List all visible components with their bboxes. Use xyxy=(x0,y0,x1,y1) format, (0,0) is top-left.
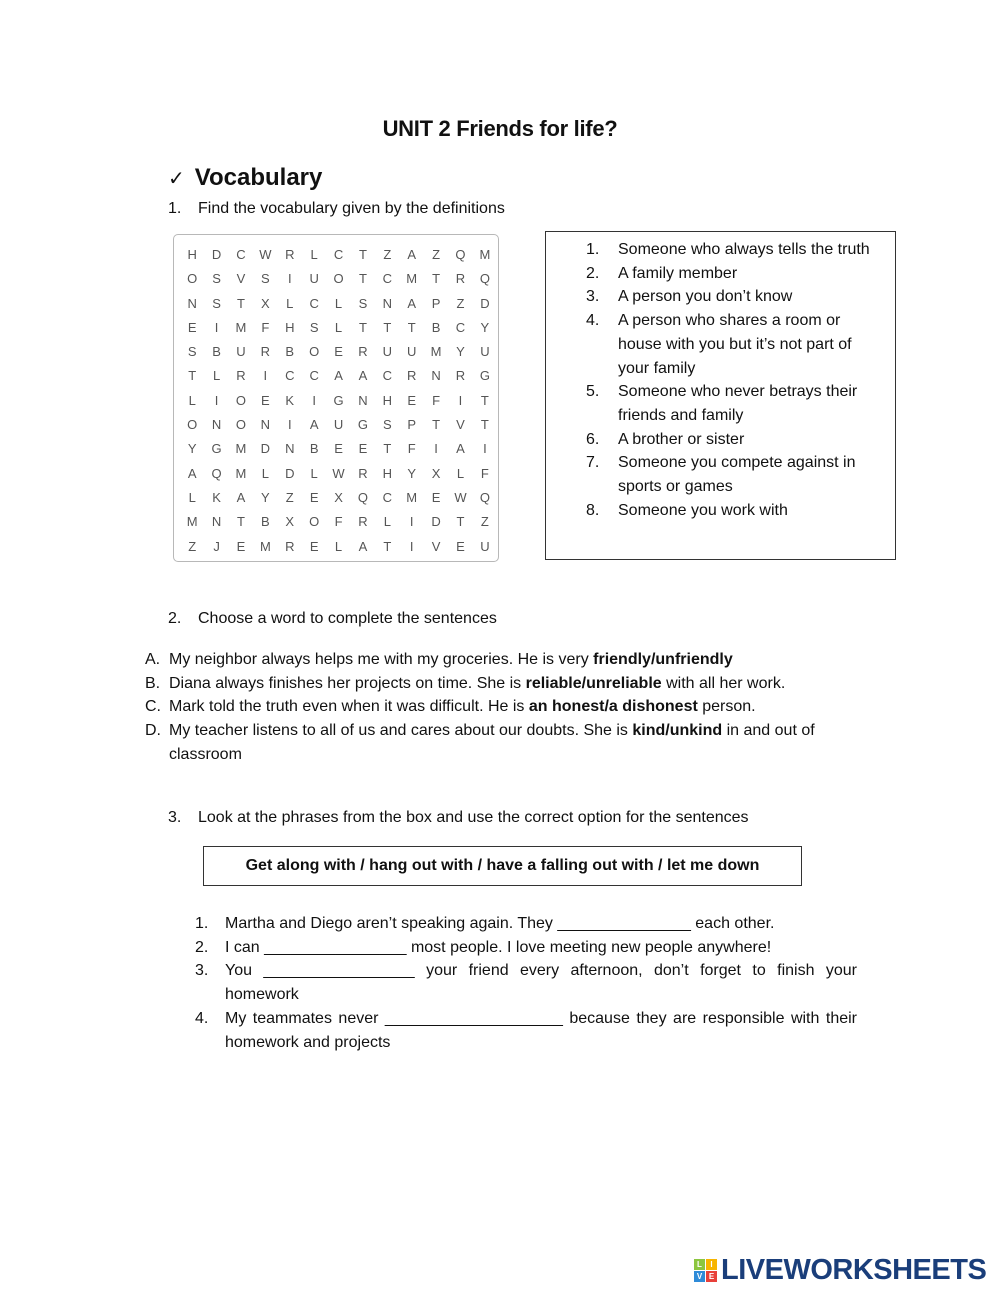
word-search-letter[interactable]: Q xyxy=(479,271,490,287)
word-search-letter[interactable]: O xyxy=(235,417,247,433)
word-search-letter[interactable]: N xyxy=(358,392,368,408)
word-search-letter[interactable]: L xyxy=(188,392,196,408)
sentence-item: D. My teacher listens to all of us and cares about our doubts. She is kind/unkind in and out of classroom xyxy=(145,722,815,763)
word-search-letter[interactable]: V xyxy=(456,417,465,433)
word-search-letter[interactable]: V xyxy=(431,538,441,554)
word-search-letter[interactable]: M xyxy=(406,489,418,505)
word-search-letter[interactable]: Q xyxy=(479,489,490,505)
word-search-letter[interactable]: T xyxy=(383,319,392,335)
word-search-letter[interactable]: F xyxy=(334,514,343,530)
word-search-letter[interactable]: U xyxy=(309,271,319,287)
definition-item: 2. A family member xyxy=(586,264,738,282)
definitions-list xyxy=(586,238,885,522)
word-search-letter[interactable]: L xyxy=(383,514,391,530)
word-search-letter[interactable]: A xyxy=(334,368,343,384)
word-search-letter[interactable]: N xyxy=(260,417,271,433)
word-search-letter[interactable]: G xyxy=(333,392,344,408)
word-search-letter[interactable]: U xyxy=(480,538,490,554)
word-search-letter[interactable]: C xyxy=(455,319,466,335)
word-search-letter[interactable]: C xyxy=(236,247,246,262)
word-search-letter[interactable]: A xyxy=(358,368,368,384)
definition-item: 4. A person who shares a room or house with you but it’s not part of your family xyxy=(586,312,852,377)
word-search-letter[interactable]: L xyxy=(261,465,269,481)
word-search-letter[interactable]: S xyxy=(382,417,392,433)
word-search-letter[interactable]: E xyxy=(261,392,270,408)
word-search-letter[interactable]: M xyxy=(235,319,247,335)
word-search-letter[interactable]: R xyxy=(285,247,295,262)
word-search-letter[interactable]: P xyxy=(431,295,441,311)
live-blocks-icon: L I V E xyxy=(694,1259,717,1282)
word-search-letter[interactable]: R xyxy=(455,368,466,384)
word-search-letter[interactable]: E xyxy=(309,538,319,554)
word-choice[interactable]: an honest/a dishonest xyxy=(528,698,698,716)
word-search-puzzle[interactable] xyxy=(173,234,499,562)
word-search-letter[interactable]: L xyxy=(334,319,343,335)
word-search-letter[interactable]: C xyxy=(333,247,344,262)
word-search-letter[interactable]: Y xyxy=(261,489,270,505)
fill-blank-item[interactable]: 3. You _________________ your friend every afternoon, don’t forget to finish your homework xyxy=(195,962,857,1004)
word-search-letter[interactable]: E xyxy=(407,392,417,408)
word-search-letter[interactable]: T xyxy=(480,417,489,433)
definition-item: 6. A brother or sister xyxy=(586,430,745,448)
word-search-letter[interactable]: H xyxy=(285,319,295,335)
word-search-letter[interactable]: S xyxy=(261,271,270,287)
word-search-letter[interactable]: F xyxy=(480,465,489,481)
word-choice[interactable]: friendly/unfriendly xyxy=(593,651,733,668)
exercise2-instruction xyxy=(168,607,497,631)
word-search-letter[interactable]: D xyxy=(285,465,295,481)
word-search-letter[interactable]: S xyxy=(309,319,319,335)
word-search-letter[interactable]: A xyxy=(456,441,465,457)
word-search-letter[interactable]: D xyxy=(260,441,271,457)
word-search-letter[interactable]: D xyxy=(431,514,441,530)
word-search-letter[interactable]: U xyxy=(236,344,246,360)
word-search-letter[interactable]: Y xyxy=(407,465,417,481)
word-search-letter[interactable]: B xyxy=(309,441,319,457)
word-search-letter[interactable]: R xyxy=(455,271,466,287)
definition-item: 3. A person you don’t know xyxy=(586,288,793,306)
exercise3-instruction xyxy=(168,806,749,830)
sentence-item: A. My neighbor always helps me with my groceries. He is very friendly/unfriendly xyxy=(145,651,733,668)
word-search-letter[interactable]: Y xyxy=(456,344,465,360)
definition-item: 5. Someone who never betrays their friends and family xyxy=(586,383,858,424)
word-search-letter[interactable]: M xyxy=(235,441,247,457)
definitions-box xyxy=(545,231,896,560)
word-search-letter[interactable]: D xyxy=(480,295,490,311)
exercise1-instruction xyxy=(168,197,505,221)
word-search-letter[interactable]: R xyxy=(407,368,417,384)
word-search-letter[interactable]: Y xyxy=(480,319,490,335)
word-search-letter[interactable]: O xyxy=(333,271,344,287)
word-search-letter[interactable]: I xyxy=(458,392,463,408)
word-search-letter[interactable]: I xyxy=(263,368,268,384)
word-search-letter[interactable]: T xyxy=(358,319,367,335)
exercise3-instruction-text: Look at the phrases from the box and use the correct option for the sentences xyxy=(198,809,749,826)
word-search-letter[interactable]: R xyxy=(358,465,368,481)
word-search-letter[interactable]: E xyxy=(309,489,319,505)
word-search-letter[interactable]: X xyxy=(431,465,441,481)
word-search-letter[interactable]: T xyxy=(432,417,441,433)
word-search-letter[interactable]: T xyxy=(237,514,245,530)
definition-item: 1. Someone who always tells the truth xyxy=(586,241,870,258)
definition-item: 8. Someone you work with xyxy=(586,501,788,519)
word-search-letter[interactable]: E xyxy=(456,538,465,554)
word-search-letter[interactable]: Z xyxy=(188,538,197,554)
word-search-letter[interactable]: L xyxy=(286,295,294,311)
word-search-letter[interactable]: E xyxy=(187,319,197,335)
fill-blank-item[interactable]: 2. I can ________________ most people. I love meeting new people anywhere! xyxy=(195,938,772,956)
word-search-letter[interactable]: R xyxy=(260,344,271,360)
word-search-letter[interactable]: A xyxy=(407,247,417,262)
word-search-letter[interactable]: F xyxy=(261,319,270,335)
word-search-letter[interactable]: Z xyxy=(480,514,489,530)
word-search-letter[interactable]: Z xyxy=(456,295,465,311)
word-search-letter[interactable]: R xyxy=(236,368,246,384)
sentence-item: B. Diana always finishes her projects on time. She is reliable/unreliable with all her work. xyxy=(145,674,786,692)
word-search-letter[interactable]: I xyxy=(214,319,219,335)
fill-blank-item[interactable]: 1. Martha and Diego aren’t speaking again. They _______________ each other. xyxy=(195,915,775,932)
word-search-letter[interactable]: T xyxy=(383,441,392,457)
word-search-letter[interactable]: W xyxy=(454,489,467,505)
fill-blank-item[interactable]: 4. My teammates never ____________________ because they are responsible with their homework and projects xyxy=(195,1009,857,1051)
word-search-letter[interactable]: N xyxy=(285,441,295,457)
word-choice[interactable]: kind/unkind xyxy=(632,722,723,740)
word-search-letter[interactable]: S xyxy=(187,344,197,360)
word-search-letter[interactable]: M xyxy=(235,465,247,481)
word-search-letter[interactable]: S xyxy=(212,271,221,287)
word-search-letter[interactable]: C xyxy=(309,368,319,384)
word-search-letter[interactable]: Z xyxy=(432,247,441,262)
exercise2-number: 2. xyxy=(168,610,182,627)
word-search-letter[interactable]: L xyxy=(212,368,221,384)
word-search-letter[interactable]: E xyxy=(431,489,441,505)
liveworksheets-logo[interactable] xyxy=(694,1254,986,1287)
word-search-letter[interactable]: M xyxy=(406,271,418,287)
word-search-letter[interactable]: T xyxy=(188,368,197,384)
word-search-letter[interactable]: R xyxy=(358,344,368,360)
word-search-letter[interactable]: L xyxy=(188,489,196,505)
word-search-letter[interactable]: Z xyxy=(383,247,392,262)
exercise3-number: 3. xyxy=(168,809,182,826)
word-search-letter[interactable]: I xyxy=(483,441,487,457)
word-search-letter[interactable]: O xyxy=(187,417,198,433)
word-search-letter[interactable]: H xyxy=(382,465,393,481)
word-search-letter[interactable]: L xyxy=(334,538,343,554)
word-search-letter[interactable]: I xyxy=(312,392,316,408)
word-search-letter[interactable]: N xyxy=(431,368,441,384)
word-search-letter[interactable]: T xyxy=(383,538,392,554)
word-search-letter[interactable]: Y xyxy=(187,441,197,457)
word-search-letter[interactable]: T xyxy=(480,392,489,408)
word-search-letter[interactable]: W xyxy=(259,247,272,262)
word-search-letter[interactable]: A xyxy=(407,295,417,311)
word-search-letter[interactable]: C xyxy=(382,489,393,505)
word-search-letter[interactable]: A xyxy=(358,538,368,554)
check-mark-icon: ✓ xyxy=(168,167,185,190)
word-search-letter[interactable]: N xyxy=(211,417,222,433)
word-search-letter[interactable]: C xyxy=(382,368,393,384)
word-search-letter[interactable]: I xyxy=(434,441,438,457)
word-search-letter[interactable]: K xyxy=(285,392,295,408)
word-search-letter[interactable]: C xyxy=(382,271,393,287)
word-search-letter[interactable]: D xyxy=(211,247,222,262)
word-search-letter[interactable]: E xyxy=(334,441,343,457)
word-search-letter[interactable]: N xyxy=(187,295,197,311)
phrase-box: Get along with / hang out with / have a falling out with / let me down xyxy=(203,846,802,886)
word-search-letter[interactable]: I xyxy=(287,271,292,287)
word-search-letter[interactable]: G xyxy=(479,368,490,384)
word-search-letter[interactable]: H xyxy=(382,392,393,408)
word-search-letter[interactable]: G xyxy=(357,417,368,433)
word-search-letter[interactable]: C xyxy=(309,295,319,311)
word-search-letter[interactable]: W xyxy=(332,465,345,481)
word-search-letter[interactable]: R xyxy=(285,538,295,554)
word-search-letter[interactable]: I xyxy=(287,417,292,433)
word-search-letter[interactable]: R xyxy=(358,514,368,530)
word-search-letter[interactable]: O xyxy=(309,344,320,360)
word-search-letter[interactable]: P xyxy=(407,417,417,433)
word-search-letter[interactable]: Q xyxy=(211,465,222,481)
word-search-letter[interactable]: C xyxy=(285,368,295,384)
word-search-letter[interactable]: X xyxy=(334,489,343,505)
word-search-letter[interactable]: T xyxy=(456,514,465,530)
word-search-letter[interactable]: O xyxy=(235,392,247,408)
word-search-letter[interactable]: M xyxy=(259,538,271,554)
word-search-letter[interactable]: X xyxy=(285,514,295,530)
word-search-letter[interactable]: I xyxy=(214,392,219,408)
word-search-letter[interactable]: S xyxy=(358,295,368,311)
word-search-letter[interactable]: O xyxy=(187,271,198,287)
word-search-letter[interactable]: B xyxy=(261,514,270,530)
word-search-letter[interactable]: T xyxy=(237,295,245,311)
word-search-letter[interactable]: N xyxy=(382,295,393,311)
definition-item: 7. Someone you compete against in sports or games xyxy=(586,454,856,496)
word-search-letter[interactable]: J xyxy=(213,538,220,554)
section-heading-label: Vocabulary xyxy=(194,164,323,191)
word-search-letter[interactable]: E xyxy=(358,441,368,457)
word-search-grid[interactable] xyxy=(180,243,497,559)
word-search-letter[interactable]: M xyxy=(479,247,491,262)
word-search-letter[interactable]: H xyxy=(187,247,197,262)
word-search-letter[interactable]: T xyxy=(432,271,441,287)
word-search-letter[interactable]: T xyxy=(358,271,367,287)
word-search-letter[interactable]: A xyxy=(309,417,319,433)
word-search-letter[interactable]: B xyxy=(285,344,295,360)
word-search-letter[interactable]: L xyxy=(456,465,465,481)
word-search-letter[interactable]: E xyxy=(236,538,246,554)
word-search-letter[interactable]: Z xyxy=(285,489,294,505)
word-search-letter[interactable]: L xyxy=(334,295,343,311)
exercise2-sentences xyxy=(145,648,845,767)
word-search-letter[interactable]: Q xyxy=(357,489,368,505)
word-search-letter[interactable]: F xyxy=(432,392,441,408)
word-search-letter[interactable]: V xyxy=(236,271,246,287)
word-search-letter[interactable]: L xyxy=(310,247,318,262)
word-search-letter[interactable]: E xyxy=(334,344,343,360)
word-search-letter[interactable]: A xyxy=(236,489,246,505)
section-heading-vocabulary xyxy=(168,164,322,192)
word-search-letter[interactable]: K xyxy=(212,489,221,505)
word-search-letter[interactable]: B xyxy=(431,319,441,335)
word-choice[interactable]: reliable/unreliable xyxy=(525,674,662,692)
exercise2-instruction-text: Choose a word to complete the sentences xyxy=(198,610,497,627)
word-search-letter[interactable]: Q xyxy=(455,247,466,262)
word-search-letter[interactable]: X xyxy=(261,295,270,311)
word-search-letter[interactable]: F xyxy=(407,441,416,457)
word-search-letter[interactable]: I xyxy=(409,514,414,530)
word-search-letter[interactable]: U xyxy=(407,344,417,360)
word-search-letter[interactable]: T xyxy=(358,247,367,262)
word-search-letter[interactable]: O xyxy=(309,514,320,530)
page-title: UNIT 2 Friends for life? xyxy=(382,116,618,141)
word-search-letter[interactable]: N xyxy=(211,514,222,530)
word-search-letter[interactable]: B xyxy=(212,344,221,360)
word-search-letter[interactable]: U xyxy=(382,344,393,360)
word-search-letter[interactable]: G xyxy=(211,441,222,457)
word-search-letter[interactable]: M xyxy=(430,344,442,360)
word-search-letter[interactable]: T xyxy=(407,319,416,335)
word-search-letter[interactable]: M xyxy=(186,514,198,530)
exercise3-items xyxy=(195,912,857,1054)
word-search-letter[interactable]: I xyxy=(409,538,414,554)
logo-text: LIVEWORKSHEETS xyxy=(721,1254,987,1286)
sentence-item: C. Mark told the truth even when it was difficult. He is an honest/a dishonest person. xyxy=(145,698,756,716)
word-search-letter[interactable]: S xyxy=(212,295,221,311)
exercise1-instruction-text: Find the vocabulary given by the definitions xyxy=(198,200,505,217)
word-search-letter[interactable]: U xyxy=(333,417,344,433)
word-search-letter[interactable]: U xyxy=(480,344,490,360)
word-search-letter[interactable]: L xyxy=(310,465,318,481)
word-search-letter[interactable]: A xyxy=(187,465,197,481)
exercise1-number: 1. xyxy=(168,200,182,217)
